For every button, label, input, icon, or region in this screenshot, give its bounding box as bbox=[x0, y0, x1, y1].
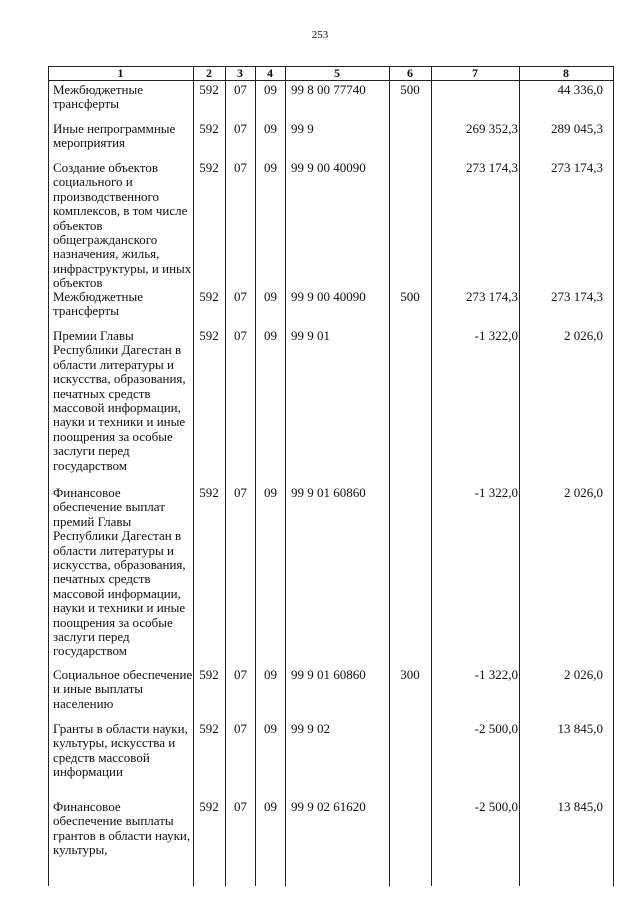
row-col-5: 99 9 01 60860 bbox=[291, 667, 366, 682]
row-col-4: 09 bbox=[264, 721, 277, 736]
row-col-5: 99 9 00 40090 bbox=[291, 289, 366, 304]
row-name: Межбюджетные трансферты bbox=[53, 289, 143, 319]
row-col-4: 09 bbox=[264, 121, 277, 136]
header-col-4: 4 bbox=[267, 66, 273, 80]
header-divider bbox=[48, 80, 614, 81]
row-col-3: 07 bbox=[234, 160, 247, 175]
row-col-7: 273 174,3 bbox=[466, 160, 518, 175]
row-name: Социальное обеспечение и иные выплаты населению bbox=[53, 667, 193, 711]
row-col-4: 09 bbox=[264, 667, 277, 682]
row-name: Финансовое обеспечение выплат премий Главы Республики Дагестан в области литературы и искусства, образования, печатных средств массовой информации, науки и техники и иные поощрения за особые заслуги перед государством bbox=[53, 485, 186, 659]
row-col-2: 592 bbox=[199, 160, 219, 175]
row-col-2: 592 bbox=[199, 799, 219, 814]
row-col-8: 273 174,3 bbox=[551, 289, 603, 304]
row-col-3: 07 bbox=[234, 121, 247, 136]
row-col-5: 99 9 01 60860 bbox=[291, 485, 366, 500]
row-col-2: 592 bbox=[199, 121, 219, 136]
row-col-2: 592 bbox=[199, 667, 219, 682]
row-col-6: 300 bbox=[400, 667, 420, 682]
row-col-8: 13 845,0 bbox=[557, 721, 603, 736]
column-divider bbox=[225, 66, 226, 886]
row-col-5: 99 9 01 bbox=[291, 328, 330, 343]
row-name: Финансовое обеспечение выплаты грантов в области науки, культуры, bbox=[53, 799, 191, 858]
row-col-5: 99 9 00 40090 bbox=[291, 160, 366, 175]
row-col-2: 592 bbox=[199, 82, 219, 97]
column-divider bbox=[255, 66, 256, 886]
header-col-7: 7 bbox=[472, 66, 478, 80]
row-col-2: 592 bbox=[199, 289, 219, 304]
column-divider bbox=[431, 66, 432, 886]
row-col-8: 2 026,0 bbox=[564, 328, 603, 343]
row-col-3: 07 bbox=[234, 82, 247, 97]
row-col-8: 2 026,0 bbox=[564, 667, 603, 682]
budget-table bbox=[48, 66, 614, 886]
row-col-7: -2 500,0 bbox=[474, 721, 518, 736]
header-col-1: 1 bbox=[117, 66, 124, 80]
row-col-3: 07 bbox=[234, 485, 247, 500]
row-col-4: 09 bbox=[264, 799, 277, 814]
row-col-7: -1 322,0 bbox=[474, 485, 518, 500]
row-col-7: 269 352,3 bbox=[466, 121, 518, 136]
row-col-5: 99 8 00 77740 bbox=[291, 82, 366, 97]
row-col-7: -1 322,0 bbox=[474, 328, 518, 343]
row-col-4: 09 bbox=[264, 289, 277, 304]
row-col-8: 13 845,0 bbox=[557, 799, 603, 814]
header-col-8: 8 bbox=[563, 66, 569, 80]
row-col-3: 07 bbox=[234, 667, 247, 682]
row-col-4: 09 bbox=[264, 82, 277, 97]
row-col-4: 09 bbox=[264, 328, 277, 343]
row-col-7: -1 322,0 bbox=[474, 667, 518, 682]
row-col-2: 592 bbox=[199, 328, 219, 343]
row-col-3: 07 bbox=[234, 721, 247, 736]
row-col-3: 07 bbox=[234, 328, 247, 343]
row-col-5: 99 9 02 61620 bbox=[291, 799, 366, 814]
row-name: Межбюджетные трансферты bbox=[53, 82, 143, 112]
header-col-2: 2 bbox=[206, 66, 212, 80]
header-col-5: 5 bbox=[334, 66, 340, 80]
row-col-8: 2 026,0 bbox=[564, 485, 603, 500]
row-col-5: 99 9 02 bbox=[291, 721, 330, 736]
column-divider bbox=[389, 66, 390, 886]
row-col-4: 09 bbox=[264, 485, 277, 500]
page-number: 253 bbox=[311, 29, 329, 41]
row-col-2: 592 bbox=[199, 721, 219, 736]
table-border bbox=[48, 66, 49, 886]
row-col-8: 273 174,3 bbox=[551, 160, 603, 175]
row-col-8: 44 336,0 bbox=[557, 82, 603, 97]
row-col-3: 07 bbox=[234, 799, 247, 814]
row-col-2: 592 bbox=[199, 485, 219, 500]
column-divider bbox=[193, 66, 194, 886]
column-divider bbox=[285, 66, 286, 886]
row-name: Гранты в области науки, культуры, искусства и средств массовой информации bbox=[53, 721, 188, 780]
header-col-6: 6 bbox=[407, 66, 413, 80]
row-col-6: 500 bbox=[400, 289, 420, 304]
row-name: Создание объектов социального и производственного комплексов, в том числе объектов общегражданского назначения, жилья, инфраструктуры, и иных объектов bbox=[53, 160, 192, 291]
row-col-6: 500 bbox=[400, 82, 420, 97]
table-border bbox=[613, 66, 614, 886]
row-col-4: 09 bbox=[264, 160, 277, 175]
row-name: Иные непрограммные мероприятия bbox=[53, 121, 176, 151]
row-col-8: 289 045,3 bbox=[551, 121, 603, 136]
column-divider bbox=[519, 66, 520, 886]
row-col-3: 07 bbox=[234, 289, 247, 304]
header-col-3: 3 bbox=[237, 66, 243, 80]
row-col-7: -2 500,0 bbox=[474, 799, 518, 814]
row-col-7: 273 174,3 bbox=[466, 289, 518, 304]
row-col-5: 99 9 bbox=[291, 121, 314, 136]
row-name: Премии Главы Республики Дагестан в области литературы и искусства, образования, печатных средств массовой информации, науки и техники и иные поощрения за особые заслуги перед государством bbox=[53, 328, 186, 473]
